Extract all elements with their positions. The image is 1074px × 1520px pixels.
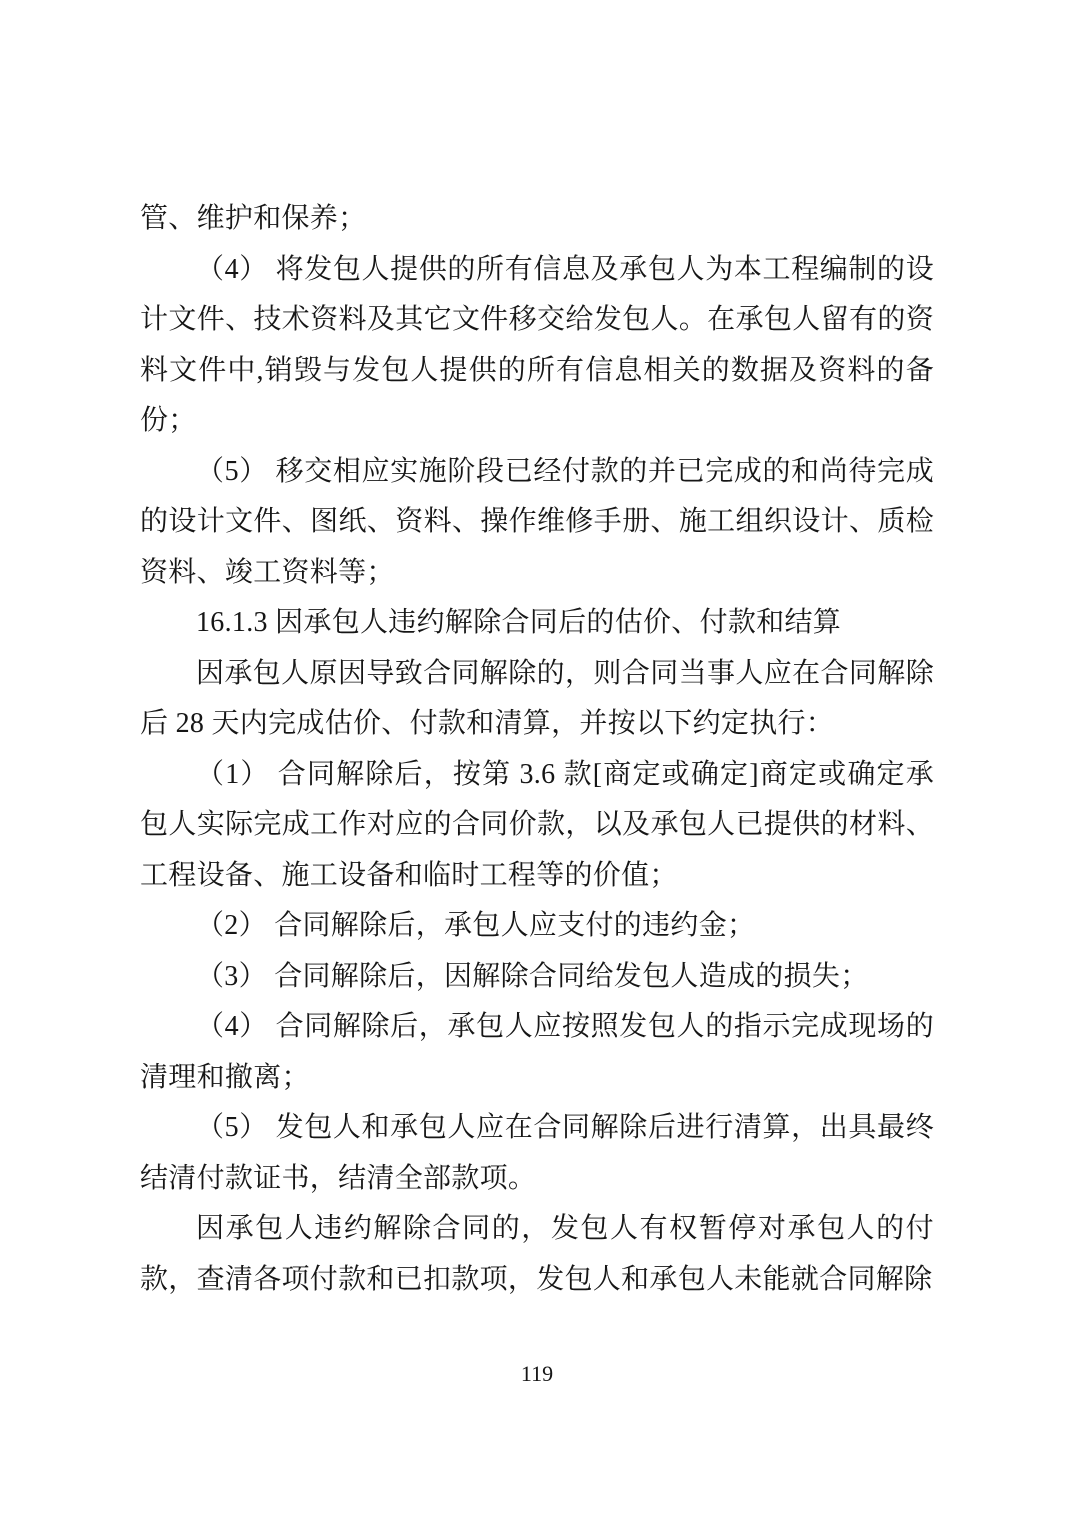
intro-paragraph: 因承包人原因导致合同解除的，则合同当事人应在合同解除后 28 天内完成估价、付款和清算，并按以下约定执行： xyxy=(140,657,934,739)
clause-item-5: （5） 移交相应实施阶段已经付款的并已完成的和尚待完成的设计文件、图纸、资料、操作维修手册、施工组织设计、质检资料、竣工资料等； xyxy=(140,455,934,588)
list-item-5: （5） 发包人和承包人应在合同解除后进行清算，出具最终结清付款证书，结清全部款项。 xyxy=(140,1112,934,1194)
section-heading-16-1-3: 16.1.3 因承包人违约解除合同后的估价、付款和结算 xyxy=(196,607,842,638)
document-body xyxy=(140,194,934,1305)
clause-item-4: （4） 将发包人提供的所有信息及承包人为本工程编制的设计文件、技术资料及其它文件移交给发包人。在承包人留有的资料文件中,销毁与发包人提供的所有信息相关的数据及资料的备份； xyxy=(140,253,934,436)
list-item-4: （4） 合同解除后，承包人应按照发包人的指示完成现场的清理和撤离； xyxy=(140,1011,934,1093)
list-item-3: （3） 合同解除后，因解除合同给发包人造成的损失； xyxy=(196,960,869,992)
list-item-2: （2） 合同解除后，承包人应支付的违约金； xyxy=(196,910,756,941)
closing-paragraph: 因承包人违约解除合同的，发包人有权暂停对承包人的付款，查清各项付款和已扣款项，发包人和承包人未能就合同解除 xyxy=(140,1213,934,1295)
page-number: 119 xyxy=(520,1361,554,1386)
continuation-line: 管、维护和保养； xyxy=(140,203,367,234)
list-item-1: （1） 合同解除后，按第 3.6 款[商定或确定]商定或确定承包人实际完成工作对应的合同价款，以及承包人已提供的材料、工程设备、施工设备和临时工程等的价值； xyxy=(140,758,934,891)
